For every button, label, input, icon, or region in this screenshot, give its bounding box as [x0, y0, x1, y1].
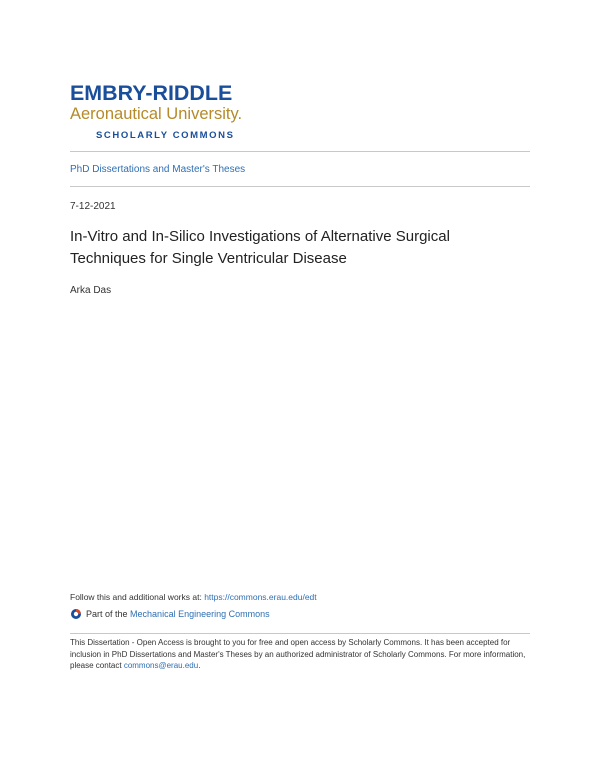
- divider-top: [70, 151, 530, 152]
- document-title: In-Vitro and In-Silico Investigations of Alternative Surgical Techniques for Single Ventricular Disease: [70, 228, 450, 267]
- author-name: Arka Das: [70, 285, 112, 296]
- publication-date: 7-12-2021: [70, 201, 116, 212]
- logo-name: EMBRY-RIDDLE: [70, 82, 233, 105]
- part-of-text: Part of the: [86, 609, 128, 619]
- follow-line: [70, 592, 317, 602]
- footer-period: .: [198, 661, 201, 670]
- logo-commons: SCHOLARLY COMMONS: [96, 130, 235, 141]
- follow-url-link[interactable]: https://commons.erau.edu/edt: [204, 592, 317, 602]
- follow-text: Follow this and additional works at:: [70, 592, 205, 602]
- footer-notice: [70, 637, 530, 672]
- collection-link[interactable]: PhD Dissertations and Master's Theses: [70, 164, 246, 175]
- logo-subtitle: Aeronautical University.: [70, 105, 243, 123]
- university-logo[interactable]: [70, 83, 330, 141]
- commons-link[interactable]: Mechanical Engineering Commons: [130, 609, 270, 619]
- contact-email-link[interactable]: commons@erau.edu: [123, 661, 199, 670]
- divider-bottom: [70, 633, 530, 634]
- footer-text: This Dissertation - Open Access is brought to you for free and open access by Scholarly Commons. It has been accepted for inclusion in PhD Dissertations and Master's Theses by an authorized administrator of Scholarly Commons. For more information, please contact: [70, 638, 526, 670]
- network-icon: [70, 608, 82, 620]
- divider-middle: [70, 186, 530, 187]
- part-of-line: [70, 608, 270, 620]
